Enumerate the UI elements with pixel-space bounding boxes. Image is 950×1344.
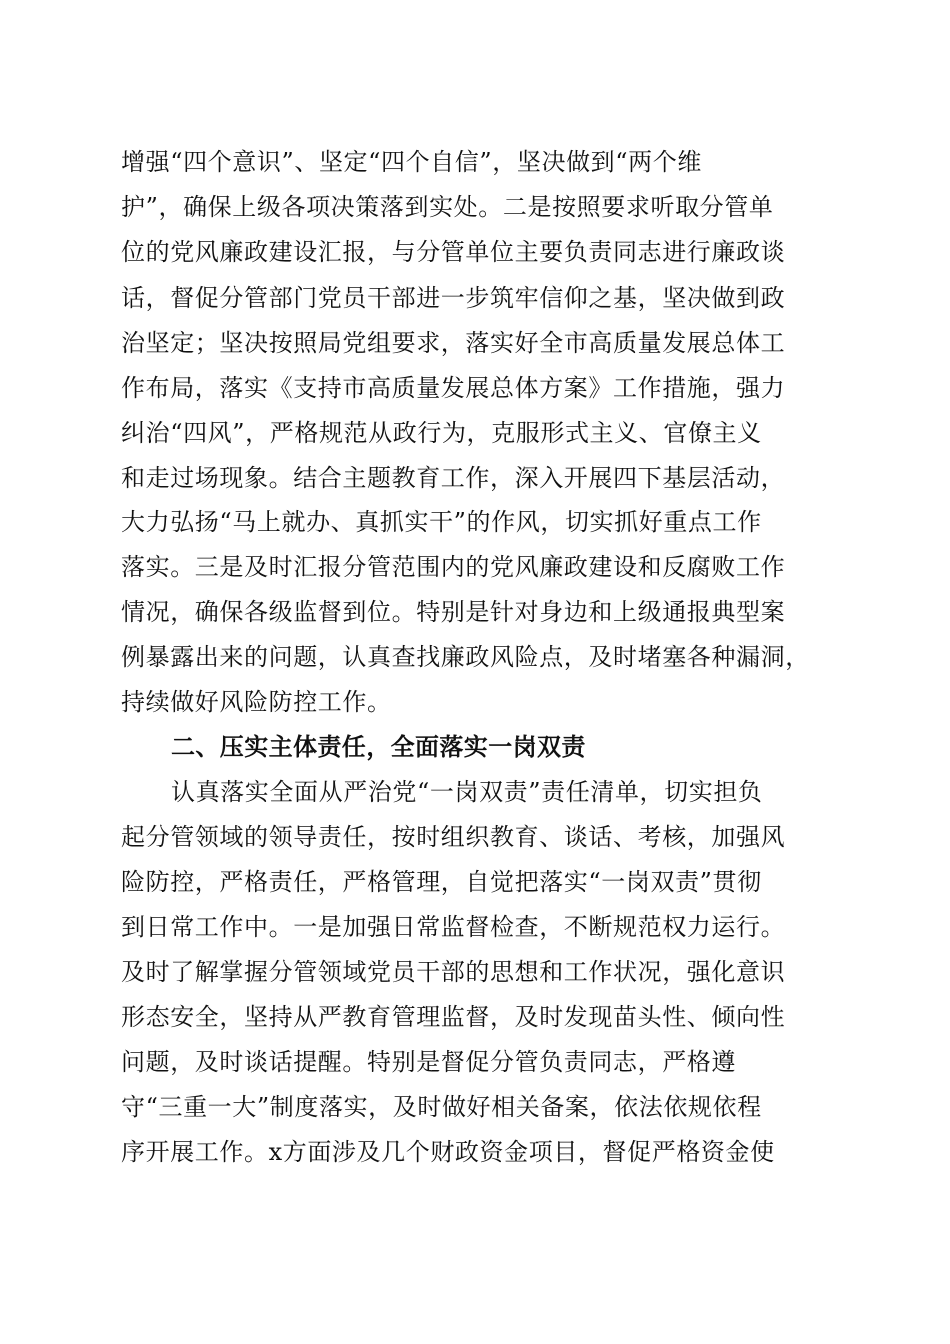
body-text-line: 险防控，严格责任，严格管理，自觉把落实“一岗双责”贯彻 (121, 868, 762, 896)
body-text-line: 增强“四个意识”、坚定“四个自信”，坚决做到“两个维 (121, 148, 702, 176)
body-text-line: 守“三重一大”制度落实，及时做好相关备案，依法依规依程 (121, 1093, 762, 1121)
body-text-line: 作布局，落实《支持市高质量发展总体方案》工作措施，强力 (121, 374, 786, 402)
body-text-line: 护”，确保上级各项决策落到实处。二是按照要求听取分管单 (121, 193, 774, 221)
body-text-line: 及时了解掌握分管领域党员干部的思想和工作状况，强化意识 (121, 958, 786, 986)
body-text-line: 和走过场现象。结合主题教育工作，深入开展四下基层活动， (121, 464, 786, 492)
body-text-line: 位的党风廉政建设汇报，与分管单位主要负责同志进行廉政谈 (121, 238, 786, 266)
body-text-line: 例暴露出来的问题，认真查找廉政风险点，及时堵塞各种漏洞， (121, 643, 810, 671)
body-text-line: 序开展工作。x方面涉及几个财政资金项目，督促严格资金使 (121, 1138, 775, 1166)
body-text-line: 纠治“四风”，严格规范从政行为，克服形式主义、官僚主义 (121, 419, 762, 447)
body-text-line: 落实。三是及时汇报分管范围内的党风廉政建设和反腐败工作 (121, 553, 786, 581)
body-text-line: 到日常工作中。一是加强日常监督检查，不断规范权力运行。 (121, 913, 786, 941)
body-text-line: 认真落实全面从严治党“一岗双责”责任清单，切实担负 (171, 778, 763, 806)
body-text-line: 情况，确保各级监督到位。特别是针对身边和上级通报典型案 (121, 598, 786, 626)
body-text-line: 治坚定；坚决按照局党组要求，落实好全市高质量发展总体工 (121, 329, 786, 357)
body-text-line: 起分管领域的领导责任，按时组织教育、谈话、考核，加强风 (121, 823, 786, 851)
section-heading: 二、压实主体责任，全面落实一岗双责 (171, 733, 586, 761)
body-text-line: 大力弘扬“马上就办、真抓实干”的作风，切实抓好重点工作 (121, 508, 762, 536)
body-text-line: 持续做好风险防控工作。 (121, 688, 392, 716)
body-text-line: 话，督促分管部门党员干部进一步筑牢信仰之基，坚决做到政 (121, 284, 786, 312)
body-text-line: 形态安全，坚持从严教育管理监督，及时发现苗头性、倾向性 (121, 1003, 786, 1031)
body-text-line: 问题，及时谈话提醒。特别是督促分管负责同志，严格遵 (121, 1048, 736, 1076)
